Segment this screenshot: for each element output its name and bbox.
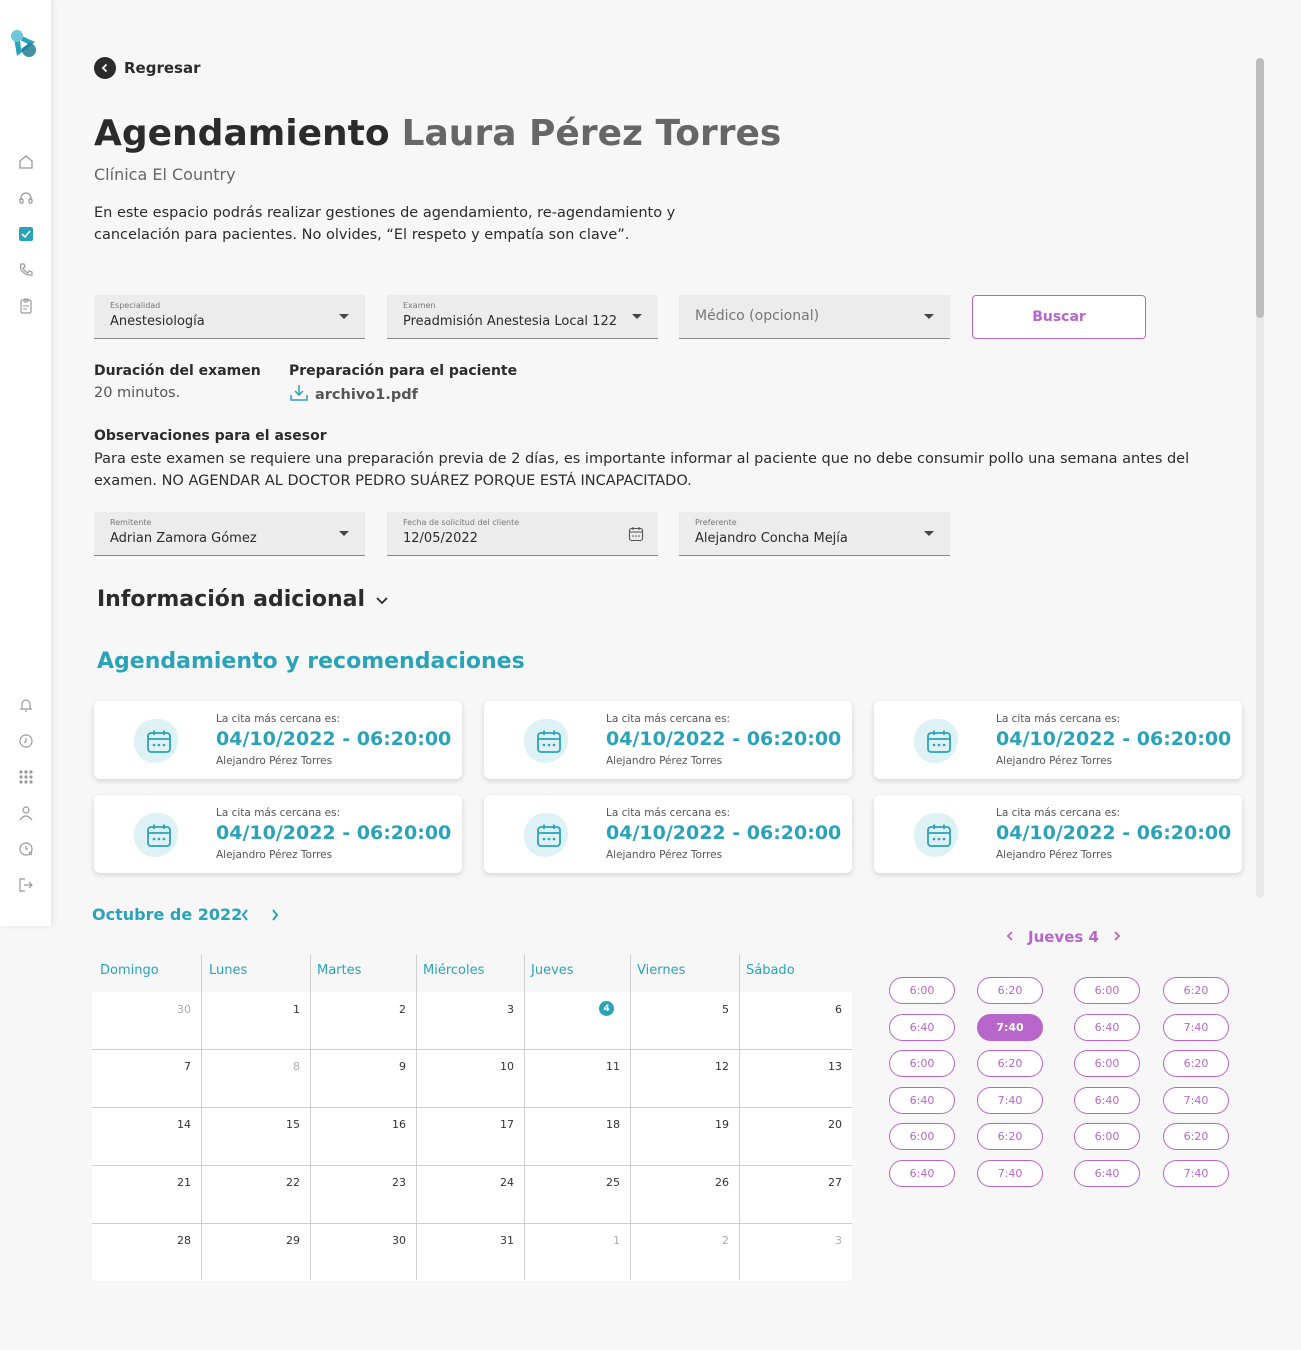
app-logo[interactable] <box>9 28 39 64</box>
doctor-select[interactable] <box>679 295 950 339</box>
recommendation-card[interactable] <box>94 795 462 873</box>
recommendations-heading: Agendamiento y recomendaciones <box>97 649 525 674</box>
calendar-day[interactable]: 31 <box>500 1234 514 1247</box>
calendar-day[interactable]: 13 <box>828 1060 842 1073</box>
calendar-icon <box>536 823 562 853</box>
patient-name: Laura Pérez Torres <box>401 113 782 154</box>
calendar-column-divider <box>630 955 631 1280</box>
additional-info-toggle[interactable] <box>97 587 389 612</box>
time-slot-button[interactable]: 6:20 <box>977 977 1043 1004</box>
duration-label: Duración del examen <box>94 363 261 379</box>
history-icon[interactable] <box>17 840 35 858</box>
referrer-label: Remitente <box>110 518 152 527</box>
calendar-day[interactable]: 25 <box>606 1176 620 1189</box>
calendar-day[interactable]: 9 <box>399 1060 406 1073</box>
time-slot-button[interactable]: 7:40 <box>977 1160 1043 1187</box>
weekday-header: Martes <box>317 963 362 978</box>
calendar-icon <box>926 729 952 759</box>
phone-icon[interactable] <box>17 261 35 279</box>
recommendation-card[interactable] <box>874 701 1242 779</box>
time-slot-button[interactable]: 6:40 <box>889 1160 955 1187</box>
card-label: La cita más cercana es: <box>216 713 341 725</box>
calendar-day[interactable]: 30 <box>177 1003 191 1016</box>
calendar-day[interactable]: 14 <box>177 1118 191 1131</box>
recommendation-card[interactable] <box>484 795 852 873</box>
preparation-file-name: archivo1.pdf <box>315 387 418 403</box>
doctor-placeholder: Médico (opcional) <box>695 308 820 324</box>
time-slot-button[interactable]: 6:20 <box>1163 977 1229 1004</box>
logout-icon[interactable] <box>17 876 35 894</box>
time-slot-button[interactable]: 7:40 <box>1163 1160 1229 1187</box>
calendar-day[interactable]: 21 <box>177 1176 191 1189</box>
calendar-day[interactable]: 10 <box>500 1060 514 1073</box>
card-label: La cita más cercana es: <box>996 807 1121 819</box>
card-doctor: Alejandro Pérez Torres <box>996 849 1113 861</box>
preferred-select[interactable] <box>679 512 950 556</box>
user-icon[interactable] <box>17 804 35 822</box>
referrer-value: Adrian Zamora Gómez <box>110 531 257 546</box>
calendar-day[interactable]: 12 <box>715 1060 729 1073</box>
time-slot-button[interactable]: 6:00 <box>1074 977 1140 1004</box>
card-label: La cita más cercana es: <box>606 807 731 819</box>
search-button[interactable]: Buscar <box>972 295 1146 339</box>
scrollbar-thumb[interactable] <box>1256 58 1264 318</box>
exam-label: Examen <box>403 301 436 310</box>
referrer-select[interactable] <box>94 512 365 556</box>
calendar-day[interactable]: 1 <box>613 1234 620 1247</box>
clinic-name: Clínica El Country <box>94 165 236 184</box>
preparation-file-link[interactable] <box>289 384 418 406</box>
calendar-day[interactable]: 17 <box>500 1118 514 1131</box>
calendar-icon <box>926 823 952 853</box>
exam-select[interactable] <box>387 295 658 339</box>
calendar-row-divider <box>92 1165 852 1166</box>
card-doctor: Alejandro Pérez Torres <box>216 849 333 861</box>
chevron-down-icon <box>375 587 389 612</box>
calendar-day[interactable]: 24 <box>500 1176 514 1189</box>
request-date-field[interactable] <box>387 512 658 556</box>
calendar-day[interactable]: 22 <box>286 1176 300 1189</box>
back-label: Regresar <box>124 59 201 77</box>
time-slot-button[interactable]: 6:40 <box>1074 1014 1140 1041</box>
time-slot-button[interactable]: 7:40 <box>977 1087 1043 1114</box>
calendar-day[interactable]: 26 <box>715 1176 729 1189</box>
scrollbar[interactable] <box>1256 58 1264 898</box>
weekday-header: Viernes <box>637 963 686 978</box>
page-description: En este espacio podrás realizar gestiones de agendamiento, re-agendamiento y cancelación para pacientes. No olvides, “El respeto y empatía son clave”. <box>94 205 676 243</box>
day-selector <box>1006 928 1121 946</box>
card-doctor: Alejandro Pérez Torres <box>606 755 723 767</box>
clock-icon[interactable] <box>17 732 35 750</box>
time-slot-button[interactable]: 6:00 <box>889 977 955 1004</box>
today-day-badge: 4 <box>599 1001 614 1016</box>
calendar-row-divider <box>92 1049 852 1050</box>
card-doctor: Alejandro Pérez Torres <box>216 755 333 767</box>
apps-grid-icon[interactable] <box>17 768 35 786</box>
calendar-row-divider <box>92 1223 852 1224</box>
recommendation-card[interactable] <box>484 701 852 779</box>
specialty-select[interactable] <box>94 295 365 339</box>
calendar-day[interactable]: 7 <box>184 1060 191 1073</box>
calendar-day[interactable]: 2 <box>399 1003 406 1016</box>
card-label: La cita más cercana es: <box>606 713 731 725</box>
card-datetime: 04/10/2022 - 06:20:00 <box>606 822 842 844</box>
time-slot-button[interactable]: 6:40 <box>889 1014 955 1041</box>
bell-icon[interactable] <box>17 696 35 714</box>
sidebar <box>0 0 51 926</box>
observations-label: Observaciones para el asesor <box>94 428 327 444</box>
time-slot-button[interactable]: 6:20 <box>977 1050 1043 1077</box>
calendar-day[interactable]: 30 <box>392 1234 406 1247</box>
specialty-label: Especialidad <box>110 301 161 310</box>
calendar-day[interactable]: 11 <box>606 1060 620 1073</box>
time-slot-button[interactable]: 7:40 <box>1163 1087 1229 1114</box>
time-slot-button[interactable]: 6:20 <box>1163 1123 1229 1150</box>
request-date-label: Fecha de solicitud del cliente <box>403 518 520 527</box>
calendar-day[interactable]: 19 <box>715 1118 729 1131</box>
calendar-day[interactable]: 8 <box>293 1060 300 1073</box>
exam-value: Preadmisión Anestesia Local 122 <box>403 314 617 329</box>
page-title <box>94 113 781 154</box>
recommendation-card[interactable] <box>94 701 462 779</box>
prev-month-icon[interactable] <box>240 907 250 926</box>
download-icon <box>289 384 309 406</box>
card-datetime: 04/10/2022 - 06:20:00 <box>216 728 452 750</box>
calendar-day[interactable]: 27 <box>828 1176 842 1189</box>
time-slot-button[interactable]: 6:00 <box>1074 1050 1140 1077</box>
card-datetime: 04/10/2022 - 06:20:00 <box>996 728 1232 750</box>
time-slot-button[interactable]: 7:40 <box>1163 1014 1229 1041</box>
calendar-day[interactable]: 1 <box>293 1003 300 1016</box>
calendar-icon <box>146 823 172 853</box>
card-datetime: 04/10/2022 - 06:20:00 <box>606 728 842 750</box>
recommendation-card[interactable] <box>874 795 1242 873</box>
chevron-left-icon <box>94 57 116 79</box>
time-slot-button[interactable]: 6:20 <box>977 1123 1043 1150</box>
prev-day-icon[interactable] <box>1006 928 1014 946</box>
caret-down-icon <box>339 314 349 319</box>
calendar-day[interactable]: 29 <box>286 1234 300 1247</box>
preparation-label: Preparación para el paciente <box>289 363 518 379</box>
calendar-month: Octubre de 2022 <box>92 905 243 924</box>
weekday-header: Sábado <box>746 963 795 978</box>
calendar-day[interactable]: 6 <box>835 1003 842 1016</box>
observations-text: Para este examen se requiere una preparación previa de 2 días, es importante informar al paciente que no debe consumir pollo una semana antes del examen. NO AGENDAR AL DOCTOR PEDRO SUÁREZ PORQUE ESTÁ INCAPACITADO. <box>94 451 1190 489</box>
preferred-label: Preferente <box>695 518 737 527</box>
calendar-day[interactable]: 18 <box>606 1118 620 1131</box>
calendar-day[interactable]: 16 <box>392 1118 406 1131</box>
calendar-day[interactable]: 15 <box>286 1118 300 1131</box>
duration-value: 20 minutos. <box>94 385 181 401</box>
calendar-column-divider <box>201 955 202 1280</box>
card-label: La cita más cercana es: <box>216 807 341 819</box>
back-button[interactable] <box>94 57 200 79</box>
calendar-column-divider <box>416 955 417 1280</box>
page-title-text: Agendamiento <box>94 113 390 154</box>
calendar-grid <box>92 992 852 1281</box>
calendar-day[interactable]: 20 <box>828 1118 842 1131</box>
calendar-icon <box>536 729 562 759</box>
calendar-column-divider <box>739 955 740 1280</box>
card-label: La cita más cercana es: <box>996 713 1121 725</box>
caret-down-icon <box>632 314 642 319</box>
calendar-day[interactable] <box>599 1001 614 1016</box>
calendar-icon[interactable] <box>628 526 644 546</box>
calendar-icon <box>146 729 172 759</box>
home-icon[interactable] <box>17 153 35 171</box>
time-slot-button[interactable]: 6:40 <box>889 1087 955 1114</box>
card-datetime: 04/10/2022 - 06:20:00 <box>996 822 1232 844</box>
calendar-column-divider <box>524 955 525 1280</box>
weekday-header: Jueves <box>531 963 574 978</box>
time-slot-button[interactable]: 6:40 <box>1074 1087 1140 1114</box>
additional-info-heading: Información adicional <box>97 587 366 612</box>
caret-down-icon <box>924 314 934 319</box>
next-day-icon[interactable] <box>1113 928 1121 946</box>
calendar-day[interactable]: 2 <box>722 1234 729 1247</box>
card-datetime: 04/10/2022 - 06:20:00 <box>216 822 452 844</box>
selected-day-label: Jueves 4 <box>1028 928 1099 946</box>
specialty-value: Anestesiología <box>110 314 205 329</box>
calendar-day[interactable]: 5 <box>722 1003 729 1016</box>
caret-down-icon <box>339 531 349 536</box>
headset-icon[interactable] <box>17 189 35 207</box>
time-slot-button[interactable]: 6:00 <box>889 1050 955 1077</box>
weekday-header: Miércoles <box>423 963 485 978</box>
time-slot-button[interactable]: 6:00 <box>1074 1123 1140 1150</box>
calendar-column-divider <box>310 955 311 1280</box>
calendar-day[interactable]: 3 <box>835 1234 842 1247</box>
clipboard-icon[interactable] <box>17 297 35 315</box>
caret-down-icon <box>924 531 934 536</box>
time-slot-button[interactable]: 6:00 <box>889 1123 955 1150</box>
calendar-day[interactable]: 28 <box>177 1234 191 1247</box>
next-month-icon[interactable] <box>270 907 280 926</box>
card-doctor: Alejandro Pérez Torres <box>996 755 1113 767</box>
calendar-day[interactable]: 3 <box>507 1003 514 1016</box>
calendar-row-divider <box>92 1107 852 1108</box>
card-doctor: Alejandro Pérez Torres <box>606 849 723 861</box>
time-slot-button[interactable]: 6:40 <box>1074 1160 1140 1187</box>
preferred-value: Alejandro Concha Mejía <box>695 531 848 546</box>
time-slot-button[interactable]: 6:20 <box>1163 1050 1229 1077</box>
weekday-header: Lunes <box>209 963 248 978</box>
time-slot-button[interactable]: 7:40 <box>977 1014 1043 1041</box>
weekday-header: Domingo <box>100 963 159 978</box>
calendar-day[interactable]: 23 <box>392 1176 406 1189</box>
checkbox-icon[interactable] <box>17 225 35 243</box>
request-date-value: 12/05/2022 <box>403 531 478 546</box>
